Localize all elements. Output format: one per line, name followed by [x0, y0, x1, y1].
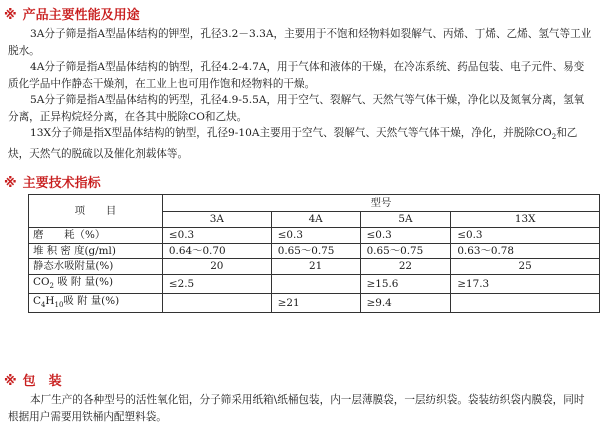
model-cell: 4A — [271, 211, 360, 228]
section-title-packaging-text: 包 装 — [22, 374, 62, 389]
row-label-subscript: 2 — [49, 281, 54, 290]
table-row — [29, 228, 600, 244]
paragraph-13x-part2: 和乙炔，天然气的脱硫以及催化剂载体等。 — [8, 127, 578, 160]
table-cell: 20 — [162, 259, 271, 275]
row-label-subscript: 4 — [40, 300, 46, 309]
table-row — [29, 259, 600, 275]
spec-table — [28, 194, 600, 313]
section-title-packaging — [4, 370, 62, 389]
table-cell: 0.64～0.70 — [162, 243, 271, 259]
section-title-uses — [4, 4, 140, 23]
table-cell: 0.63～0.78 — [451, 243, 600, 259]
table-cell: ≤2.5 — [162, 274, 271, 293]
table-cell: 25 — [451, 259, 600, 275]
table-cell: 0.65～0.75 — [271, 243, 360, 259]
row-label: 堆 积 密 度(g/ml) — [29, 243, 163, 259]
row-label-part: 吸 附 量(%) — [63, 294, 120, 307]
table-cell — [162, 293, 271, 312]
table-row — [29, 243, 600, 259]
table-cell: ≤0.3 — [360, 228, 451, 244]
table-cell: ≤0.3 — [451, 228, 600, 244]
paragraph-5a: 5A分子筛是指A型晶体结构的钙型，孔径4.9-5.5A，用于空气、裂解气、天然气等气体干燥，净化以及氮氧分离，氢氧分离，正异构烷烃分离，在各其中脱除CO和乙炔。 — [8, 94, 585, 123]
table-cell: ≥21 — [271, 293, 360, 312]
table-cell: 0.65～0.75 — [360, 243, 451, 259]
paragraph-3a: 3A分子筛是指A型晶体结构的钾型，孔径3.2－3.3A，主要用于不饱和烃物料如裂解气、丙烯、丁烯、乙烯、氢气等工业脱水。 — [8, 28, 592, 57]
table-row — [29, 274, 600, 293]
table-cell: 22 — [360, 259, 451, 275]
row-label-part: C — [33, 294, 41, 307]
row-label-part: CO — [33, 275, 50, 288]
paragraph-13x-subscript: 2 — [551, 133, 557, 142]
table-cell: ≥17.3 — [451, 274, 600, 293]
table-cell: 21 — [271, 259, 360, 275]
reference-mark-icon: ※ — [4, 176, 17, 191]
row-label — [29, 293, 163, 312]
table-header-row — [29, 195, 600, 212]
model-cell: 5A — [360, 211, 451, 228]
model-cell: 3A — [162, 211, 271, 228]
table-cell: ≤0.3 — [162, 228, 271, 244]
table-cell: ≥15.6 — [360, 274, 451, 293]
row-label-subscript: 10 — [54, 300, 64, 309]
table-cell — [271, 274, 360, 293]
table-cell: ≤0.3 — [271, 228, 360, 244]
model-cell: 13X — [451, 211, 600, 228]
section-title-uses-text: 产品主要性能及用途 — [22, 8, 140, 23]
model-header: 型号 — [162, 195, 599, 212]
section-title-specs — [4, 172, 101, 191]
paragraph-13x — [8, 125, 593, 162]
reference-mark-icon: ※ — [4, 8, 17, 23]
item-header: 项 目 — [29, 195, 163, 228]
row-label-part: 吸 附 量(%) — [53, 275, 113, 288]
paragraph-4a: 4A分子筛是指A型晶体结构的钠型，孔径4.2-4.7A，用于气体和液体的干燥，在冷冻系统、药品包装、电子元件、易变质化学品中作静态干燥剂，在工业上也可用作饱和烃物料的干燥。 — [8, 61, 585, 90]
table-cell: ≥9.4 — [360, 293, 451, 312]
reference-mark-icon: ※ — [4, 374, 17, 389]
table-row — [29, 293, 600, 312]
row-label — [29, 274, 163, 293]
row-label-part: H — [45, 294, 55, 307]
paragraph-13x-part1: 13X分子筛是指X型晶体结构的钠型，孔径9-10A主要用于空气、裂解气、天然气等气体干燥，净化，并脱除CO — [30, 127, 552, 139]
table-cell — [451, 293, 600, 312]
section-title-specs-text: 主要技术指标 — [22, 176, 101, 191]
row-label: 磨 耗（%） — [29, 228, 163, 244]
row-label: 静态水吸附量(%) — [29, 259, 163, 275]
paragraph-packaging: 本厂生产的各种型号的活性氧化铝，分子筛采用纸箱\纸桶包装，内一层薄膜袋，一层纺织袋。袋装纺织袋内膜袋，同时根据用户需要用铁桶内配塑料袋。 — [8, 394, 585, 423]
